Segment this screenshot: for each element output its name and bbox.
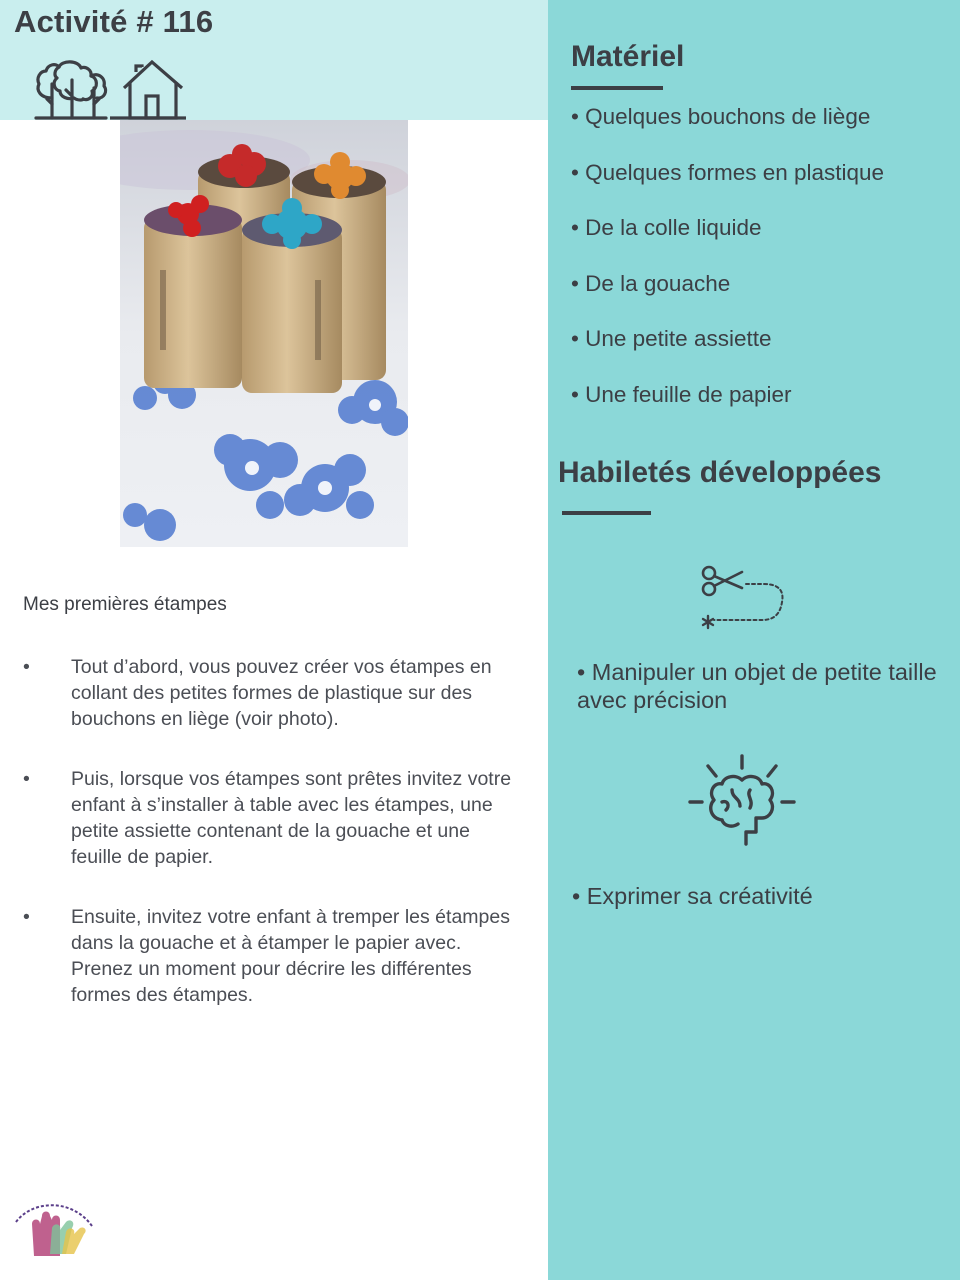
material-item: • De la gouache <box>571 270 731 296</box>
house-icon <box>110 58 186 120</box>
skill-item-text: • Exprimer sa créativité <box>572 883 813 909</box>
step-bullet: • <box>23 768 30 790</box>
materials-title-underline <box>571 86 663 90</box>
activity-steps <box>23 654 523 1042</box>
skills-title-underline <box>562 511 651 515</box>
materials-title: Matériel <box>571 40 685 73</box>
step-text: Tout d’abord, vous pouvez créer vos étampes en collant des petites formes de plastique sur des bouchons en liège (voir photo). <box>71 656 492 730</box>
step-bullet: • <box>23 656 30 678</box>
activity-subtitle: Mes premières étampes <box>23 594 227 615</box>
step-item <box>23 654 523 732</box>
step-text: Puis, lorsque vos étampes sont prêtes invitez votre enfant à s’installer à table avec les étampes, une petite assiette contenant de la gouache et une feuille de papier. <box>71 768 512 868</box>
skill-item-text: • Manipuler un objet de petite taille avec précision <box>577 659 937 713</box>
step-item <box>23 766 523 870</box>
material-item: • Quelques formes en plastique <box>571 159 885 185</box>
step-item <box>23 904 523 1008</box>
materials-list <box>571 104 884 437</box>
step-bullet: • <box>23 906 30 928</box>
logo <box>12 1196 96 1260</box>
trees-icon <box>34 58 108 120</box>
skills-title: Habiletés développées <box>558 456 882 489</box>
material-item: • Une petite assiette <box>571 326 772 351</box>
scissors-icon <box>700 564 786 632</box>
material-item: • Quelques bouchons de liège <box>571 104 871 129</box>
step-text: Ensuite, invitez votre enfant à tremper les étampes dans la gouache et à étamper le papier avec. Prenez un moment pour décrire les différentes formes des étampes. <box>71 906 510 1006</box>
activity-photo <box>120 120 408 547</box>
material-item: • Une feuille de papier <box>571 381 792 407</box>
page-title: Activité # 116 <box>14 4 214 39</box>
brain-icon <box>688 754 796 850</box>
material-item: • De la colle liquide <box>571 215 762 240</box>
